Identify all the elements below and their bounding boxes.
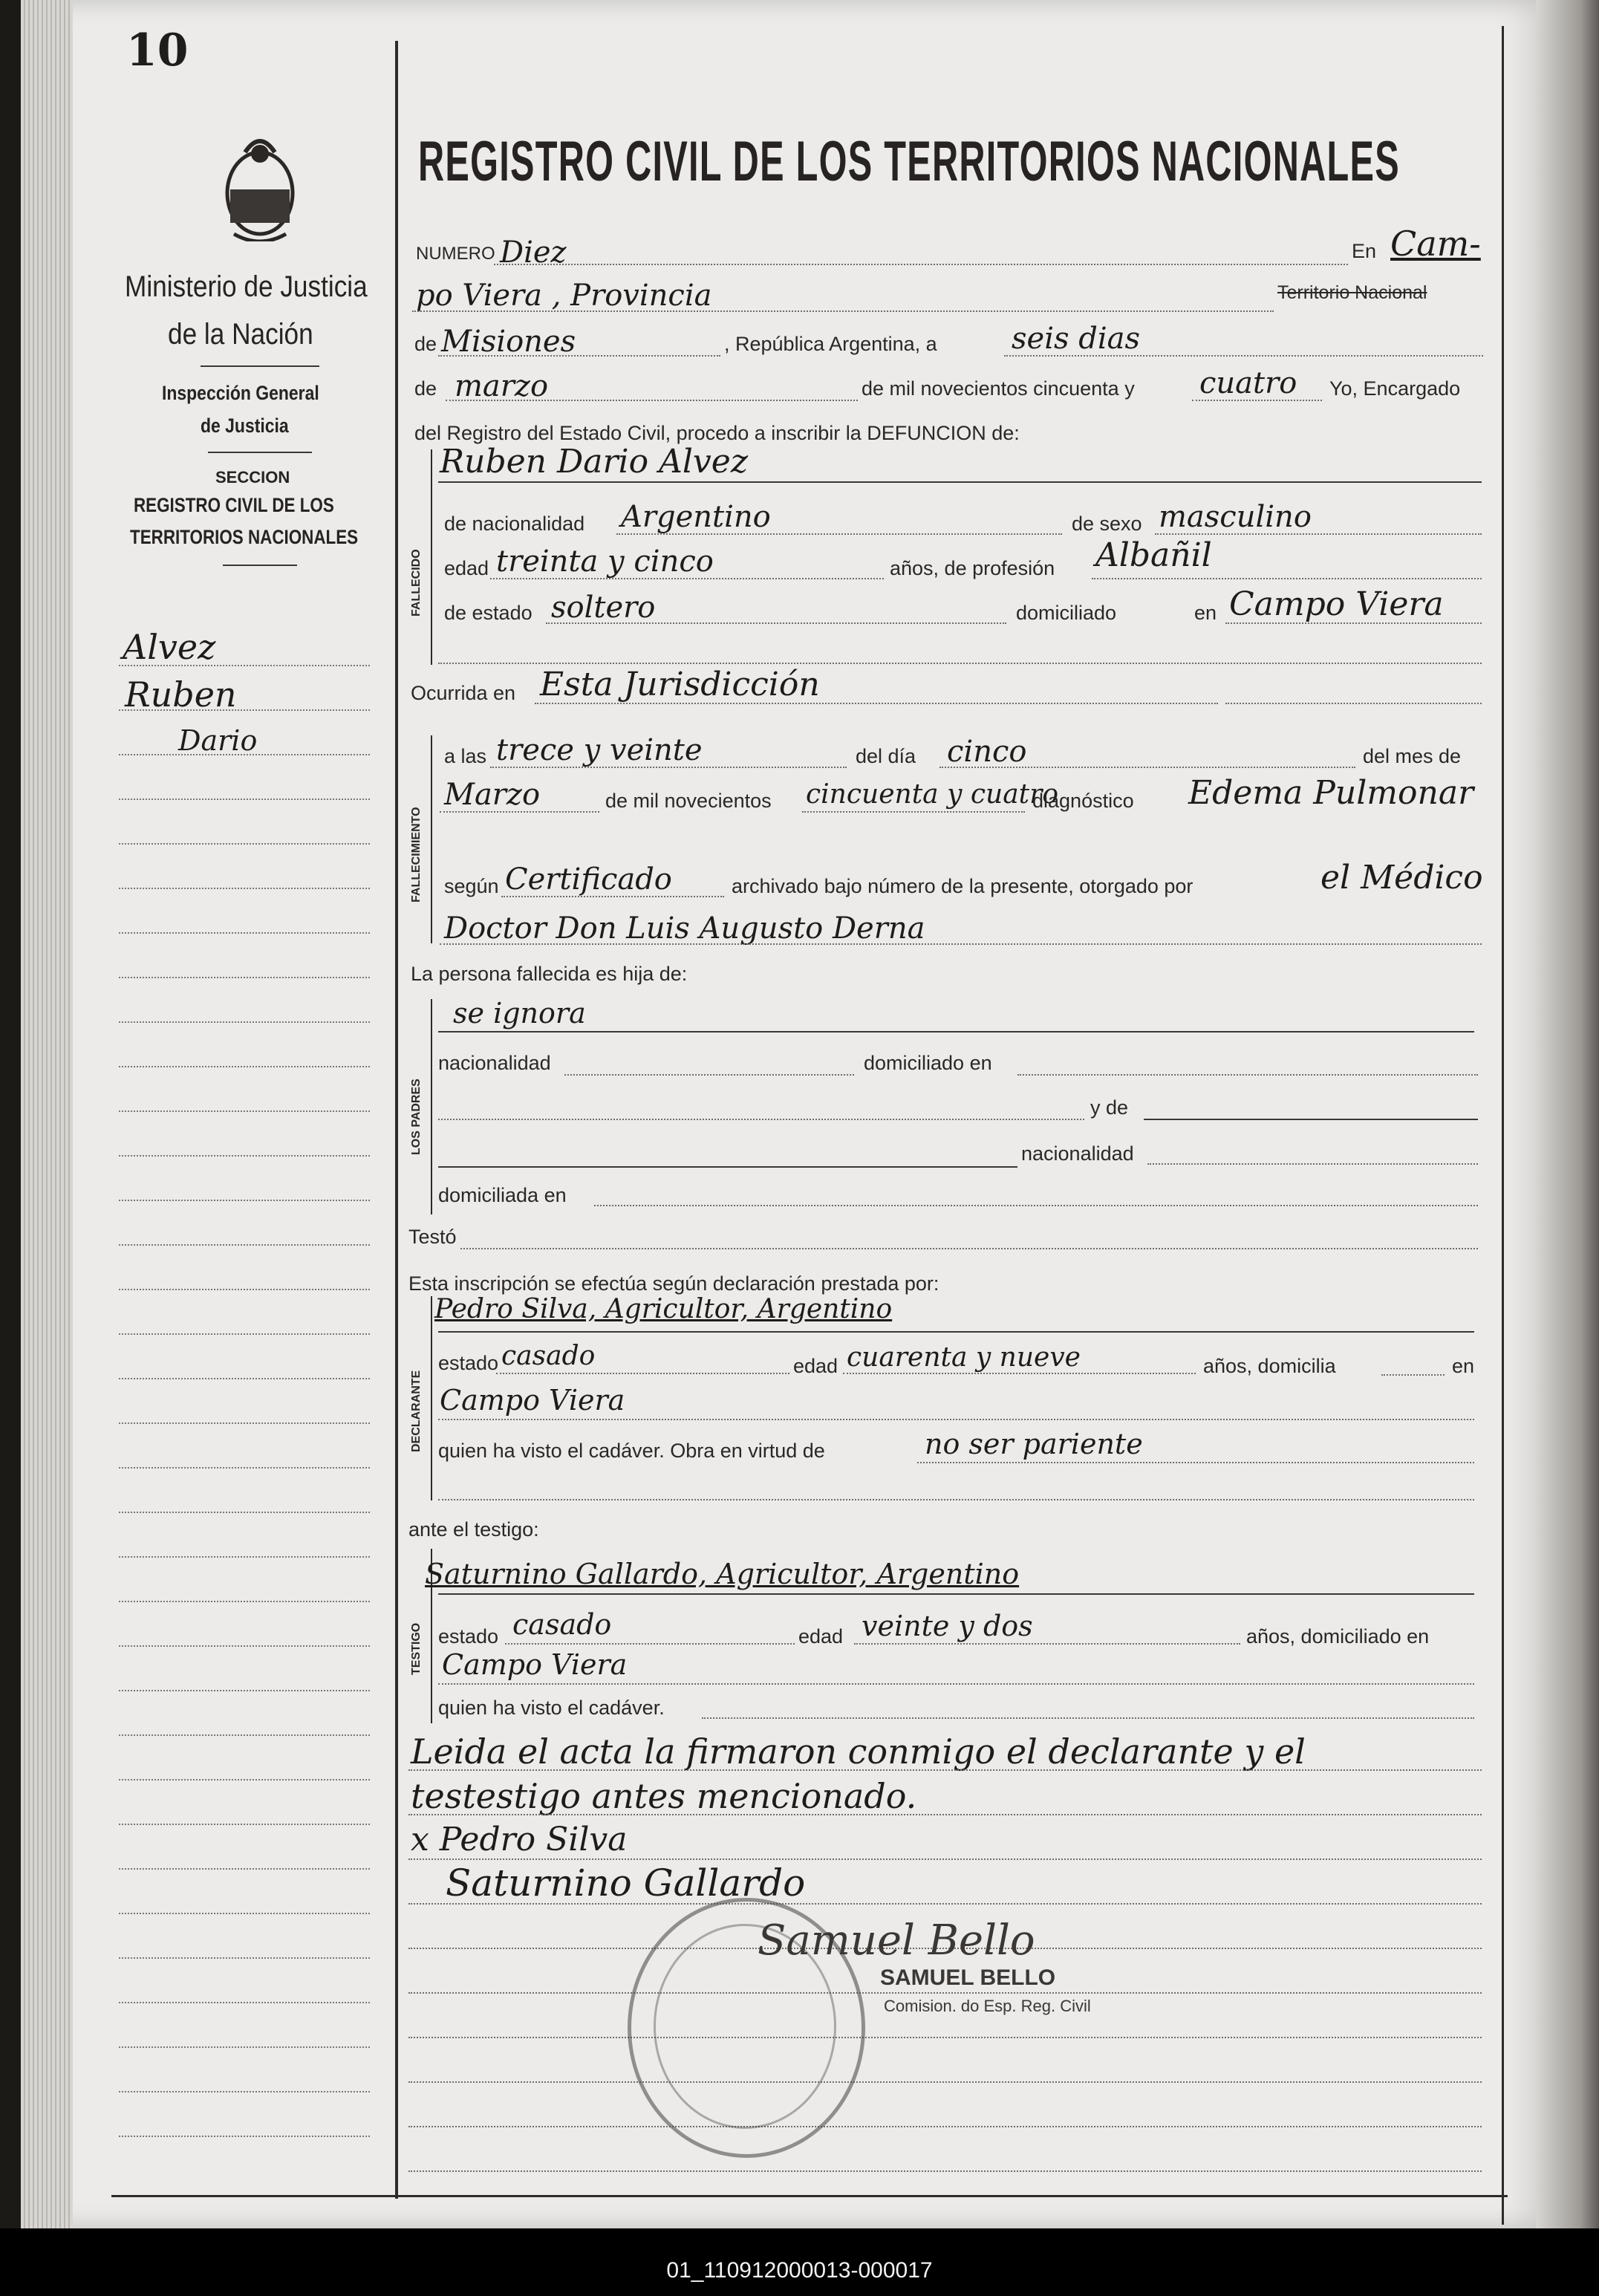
padre-line xyxy=(438,1031,1474,1032)
closing-line3-rule xyxy=(408,1858,1482,1860)
testigo-estado-line xyxy=(505,1643,795,1645)
fallecido-en-label: en xyxy=(1194,602,1217,624)
province-line xyxy=(438,355,720,357)
intro-line: del Registro del Estado Civil, procedo a inscribir la DEFUNCION de: xyxy=(414,422,1020,444)
year-value: cuatro xyxy=(1199,366,1297,400)
ministry-line1: Ministerio de Justicia xyxy=(125,270,368,303)
declarante-intro: Esta inscripción se efectúa según declaración prestada por: xyxy=(408,1272,939,1295)
medico-line xyxy=(440,943,1482,945)
padres-domiciliado-line xyxy=(1017,1074,1478,1076)
official-title: Comision. do Esp. Reg. Civil xyxy=(884,1997,1091,2015)
anio-line xyxy=(802,811,1025,813)
signature-declarante: x Pedro Silva xyxy=(411,1821,628,1858)
official-name: SAMUEL BELLO xyxy=(880,1965,1056,1990)
fallecimiento-side-label: FALLECIMIENTO xyxy=(410,807,423,903)
sexo-value: masculino xyxy=(1159,500,1312,534)
anio-label: de mil novecientos xyxy=(605,790,772,812)
year-line xyxy=(1192,400,1322,401)
padres-nacionalidad-line xyxy=(564,1074,854,1076)
declarante-name-line xyxy=(438,1331,1474,1333)
declarante-anios-line xyxy=(1381,1374,1445,1376)
encargado-label: Yo, Encargado xyxy=(1329,377,1461,400)
testo-label: Testó xyxy=(408,1226,457,1248)
padres-blank-line-1 xyxy=(438,1119,1084,1120)
edad-label: edad xyxy=(444,557,489,579)
padres-intro: La persona fallecida es hija de: xyxy=(411,963,688,985)
dia-line xyxy=(939,767,1355,768)
declarante-edad-label: edad xyxy=(793,1355,838,1377)
en-label: En xyxy=(1352,240,1377,262)
testigo-estado-label: estado xyxy=(438,1625,499,1648)
right-margin-line xyxy=(1502,26,1504,2225)
deceased-name-line xyxy=(438,481,1482,483)
padre-value: se ignora xyxy=(453,997,586,1030)
closing-line2-rule xyxy=(408,1814,1482,1815)
diagnostico-label: diagnóstico xyxy=(1032,790,1134,812)
sidebar-divider-3 xyxy=(223,565,297,566)
declarante-blank-line xyxy=(438,1499,1474,1500)
declarante-bracket xyxy=(431,1296,432,1500)
ocurrida-line xyxy=(535,703,1218,704)
anio-value: cincuenta y cuatro xyxy=(806,779,1059,810)
testigo-name-line xyxy=(438,1593,1474,1595)
coat-of-arms-icon xyxy=(215,130,305,241)
edad-value: treinta y cinco xyxy=(496,544,714,579)
month-line xyxy=(446,400,858,401)
day: seis dias xyxy=(1012,322,1141,356)
numero-label: NUMERO xyxy=(416,244,495,264)
sidebar-surname: Alvez xyxy=(123,627,216,667)
alas-label: a las xyxy=(444,745,487,767)
padres-domiciliada-line xyxy=(594,1205,1478,1206)
sidebar-given-name-1: Ruben xyxy=(125,674,237,715)
nacionalidad-value: Argentino xyxy=(621,500,771,534)
declarante-side-label: DECLARANTE xyxy=(410,1370,423,1452)
closing-line1-rule xyxy=(408,1769,1482,1771)
mes-value: Marzo xyxy=(444,778,541,812)
page-stack-edge xyxy=(21,0,73,2228)
official-signature: Samuel Bello xyxy=(758,1916,1035,1965)
left-margin-line xyxy=(395,41,398,2199)
nacionalidad-line xyxy=(616,533,1062,535)
padres-domiciliada-label: domiciliada en xyxy=(438,1184,567,1206)
ocurrida-value: Esta Jurisdicción xyxy=(540,666,820,703)
declarante-name: Pedro Silva, Agricultor, Argentino xyxy=(434,1294,893,1324)
testigo-estado-value: casado xyxy=(512,1608,612,1641)
nacionalidad-label: de nacionalidad xyxy=(444,513,585,535)
de-label: de xyxy=(414,333,437,355)
numero-value: Diez xyxy=(500,235,567,270)
declarante-edad-value: cuarenta y nueve xyxy=(847,1342,1081,1373)
padres-domiciliado-label: domiciliado en xyxy=(864,1052,992,1074)
bottom-margin-line xyxy=(111,2195,1508,2197)
mes-line xyxy=(440,811,599,813)
declarante-domicilio: Campo Viera xyxy=(440,1384,625,1417)
testigo-edad-line xyxy=(854,1643,1240,1645)
year-label: de mil novecientos cincuenta y xyxy=(862,377,1135,400)
republica-label: , República Argentina, a xyxy=(724,333,937,355)
image-caption: 01_110912000013-000017 xyxy=(666,2258,933,2283)
declarante-edad-line xyxy=(843,1373,1196,1374)
section-line1: REGISTRO CIVIL DE LOS xyxy=(134,494,334,516)
testigo-intro: ante el testigo: xyxy=(408,1518,539,1541)
territorio-label: Territorio Nacional xyxy=(1277,282,1427,303)
fallecido-blank-line xyxy=(438,663,1482,664)
ocurrida-label: Ocurrida en xyxy=(411,682,516,704)
mes-label: del mes de xyxy=(1363,745,1462,767)
edad-line xyxy=(490,578,884,579)
profesion-value: Albañil xyxy=(1095,536,1212,574)
y-de-label: y de xyxy=(1090,1096,1129,1119)
numero-line xyxy=(494,264,1348,265)
medico-value: Doctor Don Luis Augusto Derna xyxy=(444,911,925,946)
padres-nacionalidad2-label: nacionalidad xyxy=(1021,1142,1134,1165)
hora-value: trece y veinte xyxy=(496,733,703,767)
madre-name-line xyxy=(438,1166,1017,1168)
page-number: 10 xyxy=(126,25,189,77)
sidebar-divider-1 xyxy=(201,365,319,367)
otorgado-value: el Médico xyxy=(1320,859,1483,897)
fallecido-side-label: FALLECIDO xyxy=(410,549,423,617)
certificado-line xyxy=(501,896,724,897)
sexo-line xyxy=(1155,533,1482,535)
padres-side-label: LOS PADRES xyxy=(410,1079,423,1155)
declarante-en-label: en xyxy=(1452,1355,1475,1377)
profesion-line xyxy=(1092,578,1482,579)
month: marzo xyxy=(455,369,549,403)
testigo-visto-label: quien ha visto el cadáver. xyxy=(438,1697,665,1719)
section-line2: TERRITORIOS NACIONALES xyxy=(130,526,359,548)
place-part2: po Viera , Provincia xyxy=(416,279,712,313)
testigo-name: Saturnino Gallardo, Agricultor, Argentino xyxy=(425,1558,1020,1590)
province: Misiones xyxy=(441,325,576,359)
testigo-edad-value: veinte y dos xyxy=(862,1610,1033,1642)
testo-line xyxy=(460,1248,1478,1249)
hora-line xyxy=(490,767,847,768)
inspection-line2: de Justicia xyxy=(201,414,289,437)
madre-line xyxy=(1144,1119,1478,1120)
signature-testigo: Saturnino Gallardo xyxy=(446,1861,806,1905)
estado-line xyxy=(546,622,1006,624)
place-line xyxy=(412,310,1274,312)
dia-value: cinco xyxy=(947,735,1027,769)
ministry-line2: de la Nación xyxy=(168,318,313,351)
fallecimiento-bracket xyxy=(431,735,432,943)
testigo-side-label: TESTIGO xyxy=(410,1622,423,1675)
declarante-virtud-value: no ser pariente xyxy=(925,1428,1143,1460)
declarante-anios-label: años, domicilia xyxy=(1203,1355,1336,1377)
testigo-edad-label: edad xyxy=(798,1625,844,1648)
testigo-anios-label: años, domiciliado en xyxy=(1246,1625,1430,1648)
closing-line2: testestigo antes mencionado. xyxy=(411,1776,917,1816)
place-part1: Cam- xyxy=(1390,224,1481,264)
section-label: SECCION xyxy=(215,468,290,487)
day-line xyxy=(1004,355,1483,357)
archivado-label: archivado bajo número de la presente, otorgado por xyxy=(732,875,1193,897)
declarante-domicilio-line xyxy=(438,1419,1474,1420)
sexo-label: de sexo xyxy=(1072,513,1142,535)
diagnostico-value: Edema Pulmonar xyxy=(1188,774,1474,812)
segun-label: según xyxy=(444,875,499,897)
domicilio-value: Campo Viera xyxy=(1229,585,1444,623)
fallecido-bracket xyxy=(431,449,432,665)
estado-value: soltero xyxy=(551,591,656,625)
padres-nacionalidad-label: nacionalidad xyxy=(438,1052,551,1074)
de2-label: de xyxy=(414,377,437,400)
padres-bracket xyxy=(431,999,432,1214)
domicilio-line xyxy=(1225,622,1482,624)
testigo-domicilio-line xyxy=(438,1683,1474,1685)
declarante-estado-label: estado xyxy=(438,1352,499,1374)
profesion-label: años, de profesión xyxy=(890,557,1055,579)
sidebar-given-name-2: Dario xyxy=(178,724,258,757)
closing-line1: Leida el acta la firmaron conmigo el declarante y el xyxy=(411,1731,1306,1772)
testigo-domicilio: Campo Viera xyxy=(442,1648,628,1681)
domiciliado-label: domiciliado xyxy=(1016,602,1117,624)
declarante-visto-label: quien ha visto el cadáver. Obra en virtud de xyxy=(438,1440,825,1462)
declarante-estado-line xyxy=(496,1373,789,1374)
inspection-line1: Inspección General xyxy=(162,382,319,404)
certificado-value: Certificado xyxy=(505,862,672,897)
padres-nacionalidad2-line xyxy=(1147,1163,1478,1165)
deceased-name: Ruben Dario Alvez xyxy=(440,443,749,481)
declarante-virtud-line xyxy=(917,1462,1474,1463)
sidebar-divider-2 xyxy=(208,452,312,453)
page-title: REGISTRO CIVIL DE LOS TERRITORIOS NACIONALES xyxy=(418,130,1400,193)
ocurrida-line-2 xyxy=(1225,703,1482,704)
page-right-edge xyxy=(1536,0,1599,2228)
dia-label: del día xyxy=(856,745,916,767)
estado-label: de estado xyxy=(444,602,533,624)
testigo-visto-line xyxy=(702,1717,1474,1719)
declarante-estado-value: casado xyxy=(501,1341,596,1371)
